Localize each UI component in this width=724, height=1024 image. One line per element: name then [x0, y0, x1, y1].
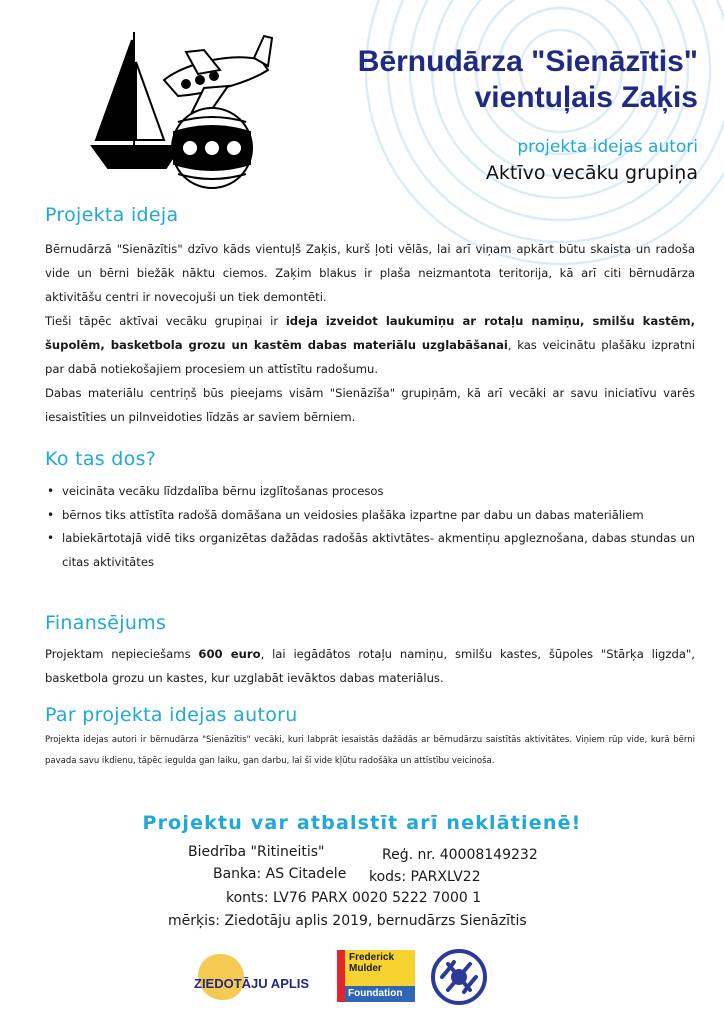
idea-paragraph-2 [45, 309, 695, 381]
about-text: Projekta idejas autori ir bērnudārza "Sienāzītis" vecāki, kuri labprāt iesaistās dažādās ar bērnudārzu saistītās aktivitātes. Viņiem rūp vide, kurā bērni pavada savu ikdienu, tāpēc iegulda gan laiku, gan darbu, lai šī vide kļūtu radošāka un attīstību veicinoša. [45, 735, 695, 766]
airplane-icon [164, 36, 272, 112]
idea-text [45, 237, 695, 429]
section-heading-about: Par projekta idejas autoru [45, 704, 298, 726]
idea-p2-bold: ideja izveidot laukumiņu ar rotaļu namiņu, smilšu kastēm, šupolēm, basketbola grozu un kastēm dabas materiālu uzglabāšanai [45, 314, 695, 352]
idea-paragraph-1: Bērnudārzā "Sienāzītis" dzīvo kāds vientuļš Zaķis, kurš ļoti vēlās, lai arī viņam apkārt būtu skaista un radoša vide un bērni biežāk nāktu ciemos. Zaķim blakus ir plaša neizmantota teritorija, kā arī citi bērnudārza aktivitāšu centri ir novecojuši un tiek demontēti. [45, 242, 695, 304]
list-item: • veicināta vecāku līdzdalība bērnu izglītošanas procesos [45, 480, 695, 504]
ziedotaju-aplis-logo-text: ZIEDOTĀJU APLIS [194, 976, 310, 991]
registration-number: Reģ. nr. 40008149232 [382, 847, 538, 863]
fmf-line-1: Frederick [349, 952, 395, 963]
ball-icon [172, 108, 252, 188]
page-title [258, 44, 698, 116]
title-line-2: vientuļais Zaķis [474, 81, 698, 114]
idea-p2-end: , kas veicinātu plašāku izpratni par dabā notiekošajiem procesiem un attīstītu radošumu. [45, 338, 695, 376]
fmf-line-2: Mulder [349, 963, 382, 974]
funding-text-start: Projektam nepieciešams [45, 647, 199, 661]
idea-paragraph-3: Dabas materiālu centriņš būs pieejams visām "Sienāzīša" grupiņām, kā arī vecāki ar savu iniciatīvu varēs iesaistīties un pilnveidoties līdzās ar saviem bērniem. [45, 386, 695, 424]
idea-p2-start: Tieši tāpēc aktīvai vecāku grupiņai ir [45, 314, 286, 328]
org-name: Biedrība "Ritineitis" [188, 844, 325, 860]
title-line-1: Bērnudārza "Sienāzītis" [357, 45, 698, 78]
account-number: konts: LV76 PARX 0020 5222 7000 1 [226, 890, 482, 906]
authors-name: Aktīvo vecāku grupiņa [485, 162, 698, 184]
section-heading-funding: Finansējums [45, 612, 167, 634]
funding-amount: 600 euro [198, 647, 261, 661]
funding-text-end: , lai iegādātos rotaļu namiņu, smilšu kastes, šūpoles "Stārķa ligzda", basketbola grozu un kastes, kur uzglabāt ievāktos dabas materiālus. [45, 647, 695, 685]
list-item: • labiekārtotajā vidē tiks organizētas dažādas radošās aktivtātes- akmentiņu apgleznošana, dabas stundas un citas aktivitātes [45, 527, 695, 574]
outcomes-list [45, 480, 695, 574]
bank-code: kods: PARXLV22 [369, 869, 481, 885]
section-heading-outcomes: Ko tas dos? [45, 448, 157, 470]
frederick-mulder-foundation-logo [337, 950, 415, 1002]
bank-name: Banka: AS Citadele [213, 866, 347, 882]
organization-emblem-icon [430, 948, 488, 1006]
fmf-line-3: Foundation [348, 988, 403, 999]
ziedotaju-aplis-logo [190, 954, 325, 1004]
sailboat-icon [92, 32, 180, 168]
funding-text [45, 642, 695, 690]
support-heading: Projektu var atbalstīt arī neklātienē! [142, 812, 582, 834]
donation-purpose: mērķis: Ziedotāju aplis 2019, bernudārzs Sienāzītis [168, 913, 527, 929]
list-item: • bērnos tiks attīstīta radošā domāšana un veidosies plašāka izpartne par dabu un dabas materiāliem [45, 504, 695, 528]
toys-illustration [86, 22, 276, 202]
section-heading-idea: Projekta ideja [45, 204, 179, 226]
sponsor-logos [0, 946, 724, 1008]
authors-label: projekta idejas autori [517, 137, 698, 157]
